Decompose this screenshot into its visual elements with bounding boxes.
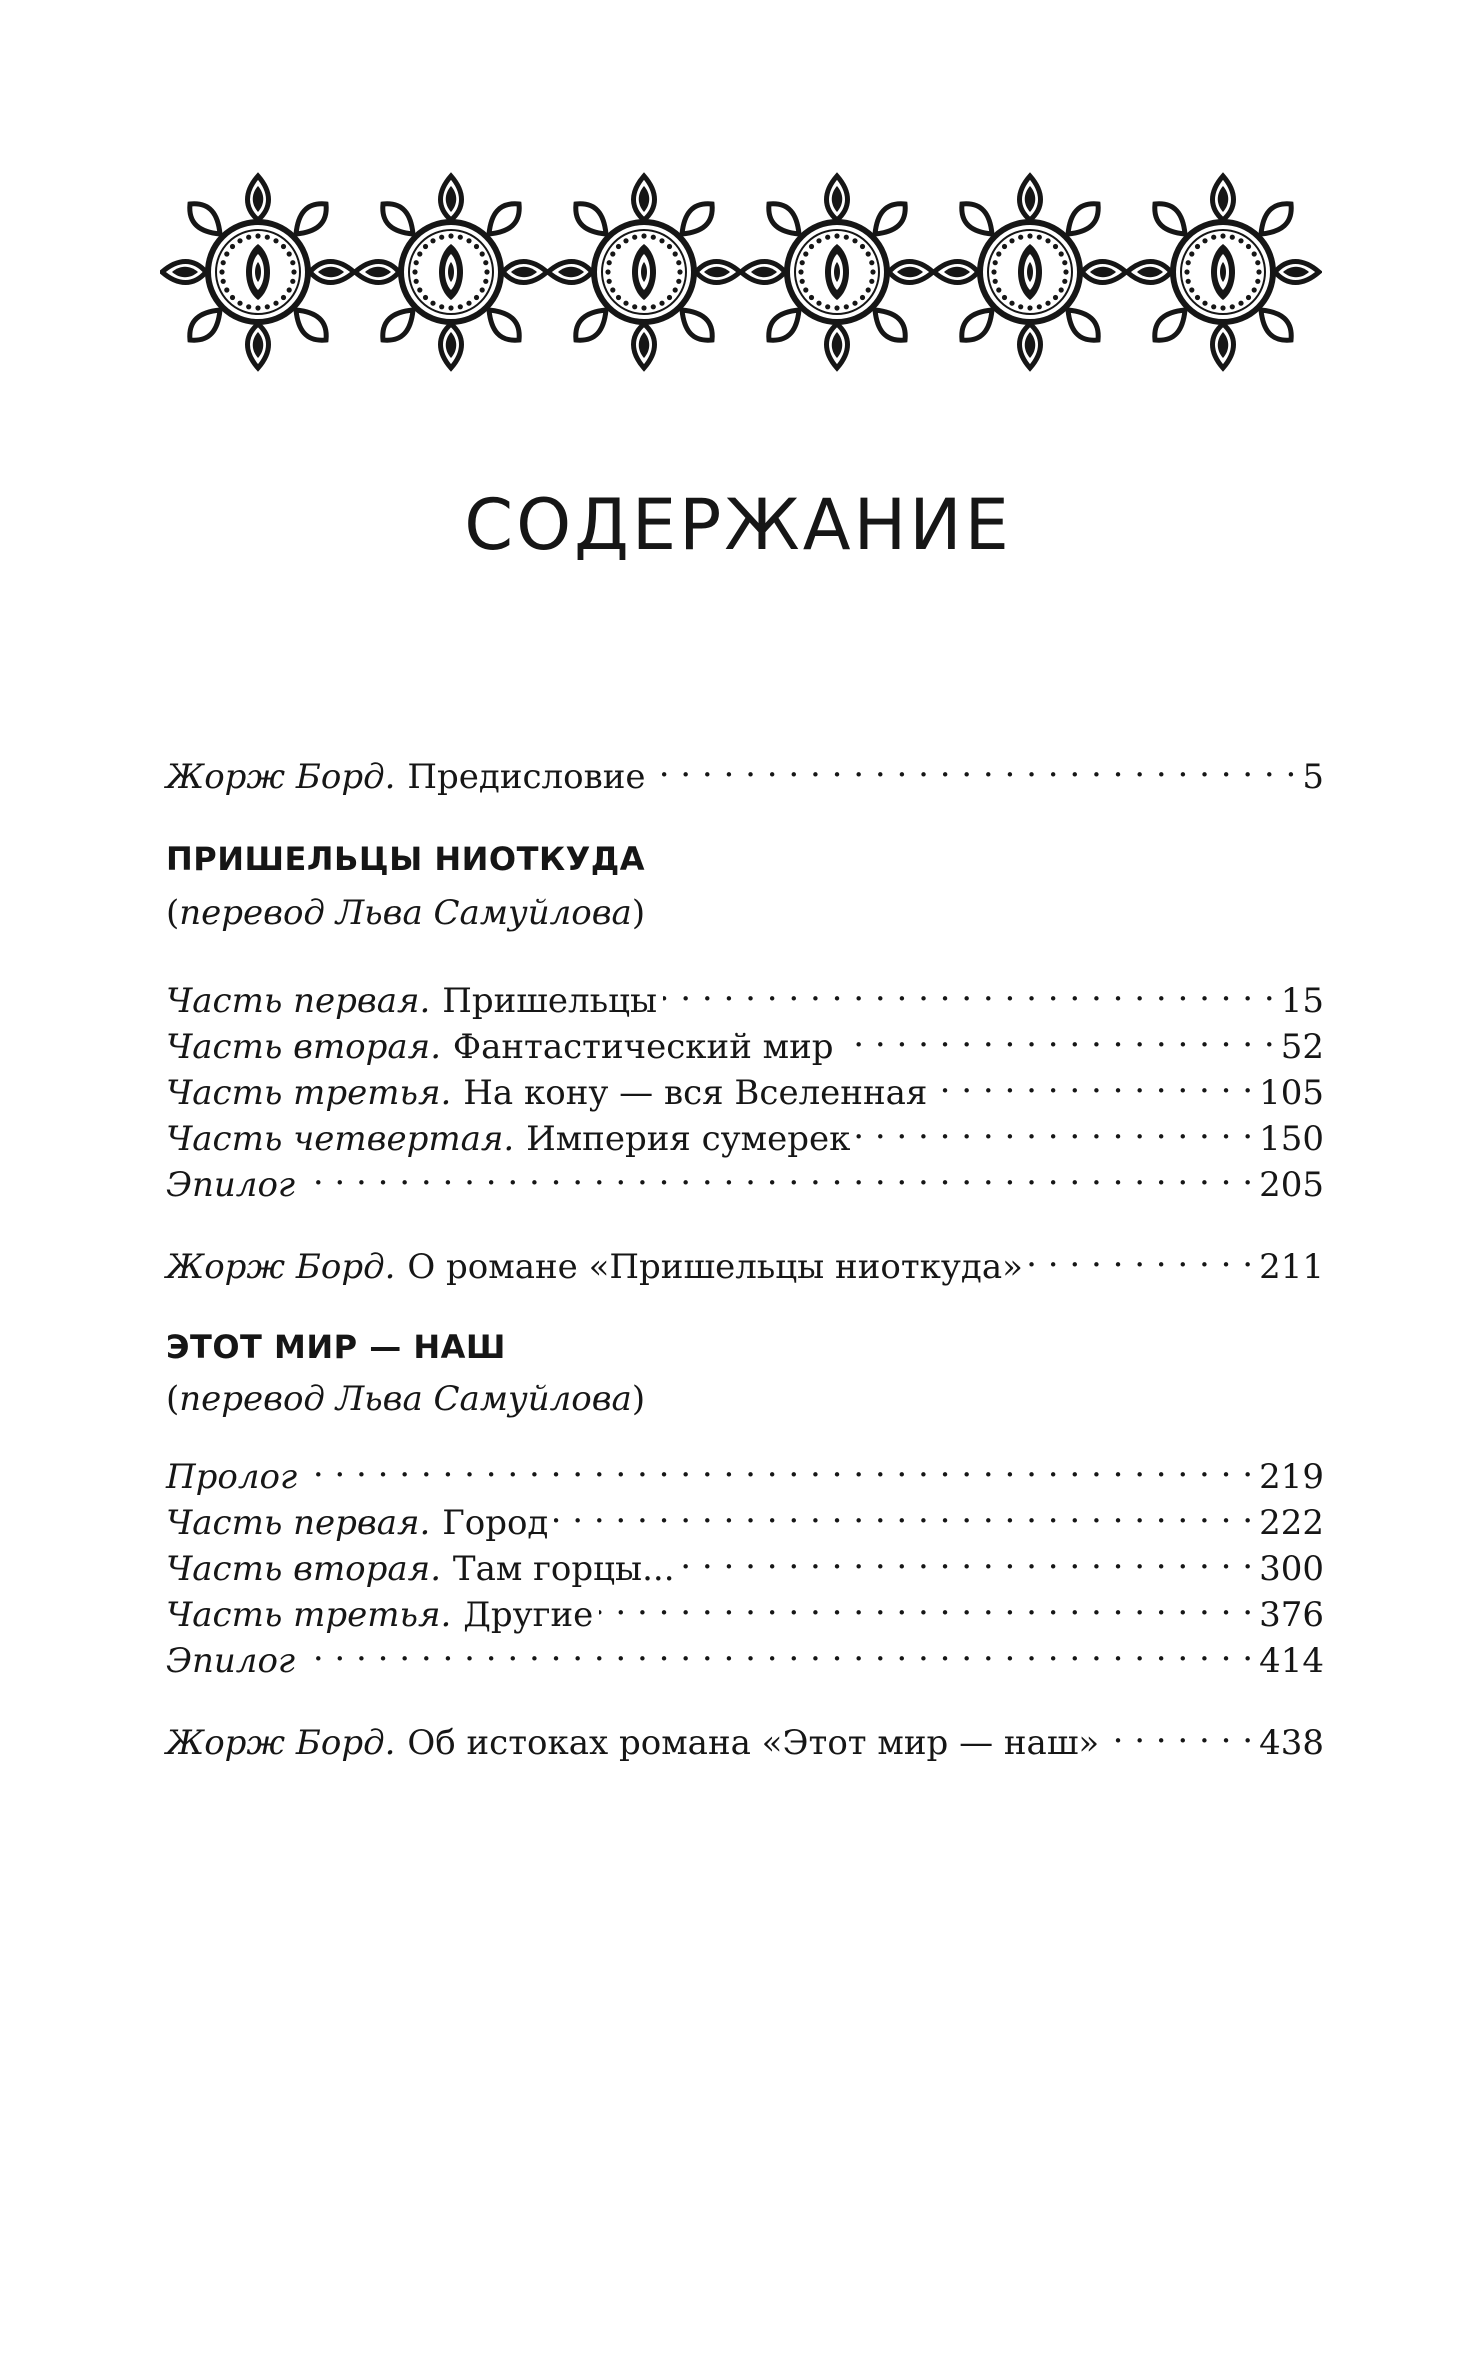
entry-part: Эпилог [166,1641,296,1681]
paren-open: ( [166,893,180,933]
entry-title: Предисловие [407,757,646,797]
entry-title: Город [442,1503,549,1543]
toc-entry-afterword[interactable] [166,1708,1324,1763]
entry-page-number: 52 [1280,1027,1324,1067]
dot-leader [856,1104,1253,1150]
entry-part: Часть первая. [166,1503,431,1543]
entry-page-number: 300 [1259,1549,1324,1589]
paren-close: ) [631,893,646,933]
toc-entry[interactable] [166,966,1324,1021]
book-1-heading: ПРИШЕЛЬЦЫ НИОТКУДА [166,840,646,878]
entry-title: Там горцы... [452,1549,675,1589]
entry-part: Часть четвертая. [166,1119,515,1159]
entry-title: Другие [463,1595,594,1635]
dot-leader [313,1150,1253,1196]
toc-entry[interactable] [166,1580,1324,1635]
entry-part: Часть первая. [166,981,431,1021]
toc-entry[interactable] [166,1104,1324,1159]
dot-leader [681,1534,1254,1580]
translator-name: перевод Льва Самуйлова [179,893,632,933]
entry-title: Империя сумерек [526,1119,851,1159]
toc-entry[interactable] [166,1012,1324,1067]
entry-page-number: 5 [1302,757,1324,797]
toc-entry[interactable] [166,1150,1324,1205]
entry-title: Пришельцы [442,981,658,1021]
entry-page-number: 15 [1280,981,1324,1021]
paren-close: ) [631,1379,646,1419]
toc-entry[interactable] [166,1488,1324,1543]
book-2-heading: ЭТОТ МИР — НАШ [166,1328,506,1366]
dot-leader [315,1442,1253,1488]
book-1-translator [166,890,645,936]
entry-page-number: 219 [1259,1457,1324,1497]
entry-page-number: 438 [1259,1723,1324,1763]
toc-entry[interactable] [166,1534,1324,1589]
entry-page-number: 150 [1259,1119,1324,1159]
entry-author: Жорж Борд. [166,1723,396,1763]
toc-entry[interactable] [166,1626,1324,1681]
entry-page-number: 211 [1259,1247,1324,1287]
entry-part: Часть вторая. [166,1549,442,1589]
toc-entry-afterword[interactable] [166,1232,1324,1287]
entry-part: Пролог [166,1457,298,1497]
paren-open: ( [166,1379,180,1419]
dot-leader [1029,1232,1253,1278]
page-title: СОДЕРЖАНИЕ [464,484,1012,566]
dot-leader [840,1012,1275,1058]
entry-page-number: 376 [1259,1595,1324,1635]
toc-entry-preface[interactable] [166,742,1324,797]
entry-title: На кону — вся Вселенная [463,1073,928,1113]
entry-title: Об истоках романа «Этот мир — наш» [407,1723,1100,1763]
entry-part: Часть третья. [166,1073,452,1113]
entry-author: Жорж Борд. [166,1247,396,1287]
entry-title: Фантастический мир [452,1027,834,1067]
dot-leader [933,1058,1253,1104]
toc-entry[interactable] [166,1058,1324,1113]
dot-leader [1105,1708,1253,1754]
flower-border-ornament [160,172,1322,372]
entry-page-number: 205 [1259,1165,1324,1205]
dot-leader [313,1626,1253,1672]
entry-author: Жорж Борд. [166,757,396,797]
entry-page-number: 105 [1259,1073,1324,1113]
toc-entry[interactable] [166,1442,1324,1497]
dot-leader [599,1580,1253,1626]
entry-page-number: 222 [1259,1503,1324,1543]
dot-leader [652,742,1297,788]
entry-part: Часть третья. [166,1595,452,1635]
entry-title: О романе «Пришельцы ниоткуда» [407,1247,1023,1287]
entry-page-number: 414 [1259,1641,1324,1681]
translator-name: перевод Льва Самуйлова [179,1379,632,1419]
entry-part: Часть вторая. [166,1027,442,1067]
dot-leader [554,1488,1253,1534]
entry-part: Эпилог [166,1165,296,1205]
dot-leader [663,966,1275,1012]
book-2-translator [166,1376,645,1422]
